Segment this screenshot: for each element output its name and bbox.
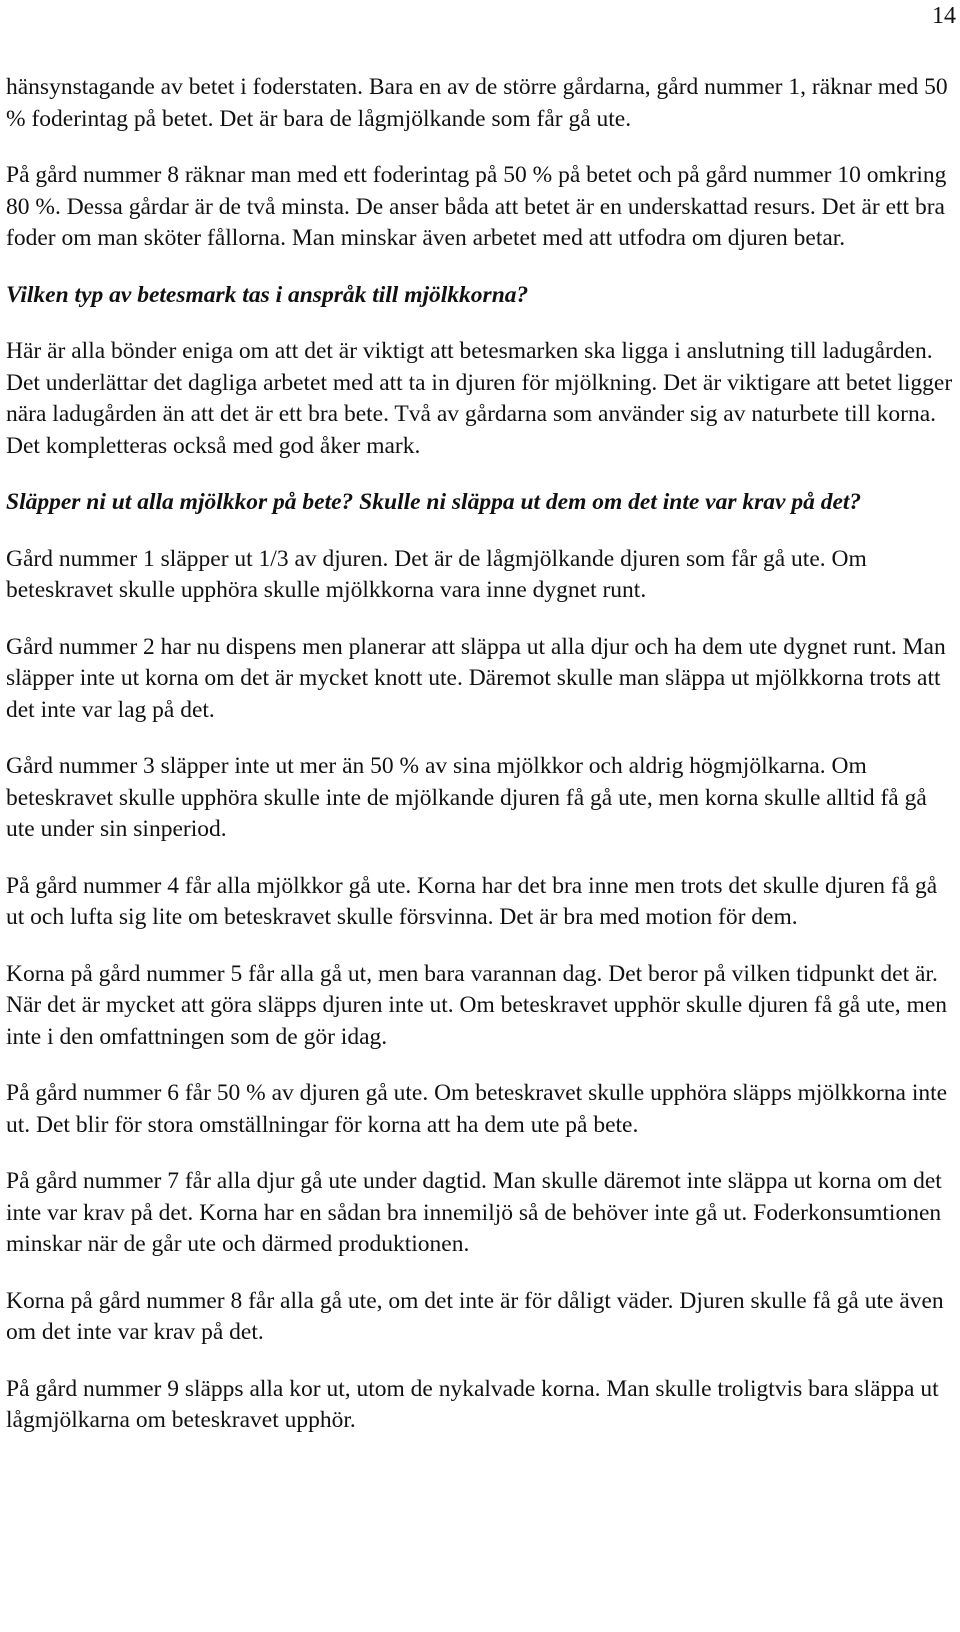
body-paragraph: Gård nummer 1 släpper ut 1/3 av djuren. Det är de lågmjölkande djuren som får gå ute. Om beteskravet skulle upphöra skulle mjölkkorna vara inne dygnet runt. <box>6 545 867 603</box>
body-paragraph: Korna på gård nummer 5 får alla gå ut, men bara varannan dag. Det beror på vilken tidpunkt det är. När det är mycket att göra släpps djuren inte ut. Om beteskravet upphör skulle djuren få gå ute, men inte i den omfattningen som de gör idag. <box>6 960 948 1050</box>
body-paragraph: Gård nummer 2 har nu dispens men planerar att släppa ut alla djur och ha dem ute dygnet runt. Man släpper inte ut korna om det är mycket knott ute. Däremot skulle man släppa ut mjölkkorna trots att det inte var lag på det. <box>6 633 946 723</box>
body-paragraph: Gård nummer 3 släpper inte ut mer än 50 % av sina mjölkkor och aldrig högmjölkarna. Om beteskravet skulle upphöra skulle inte de mjölkande djuren få gå ute, men korna skulle alltid få gå ute under sin sinperiod. <box>6 753 927 842</box>
body-paragraph: På gård nummer 9 släpps alla kor ut, utom de nykalvade korna. Man skulle troligtvis bara släppa ut lågmjölkarna om beteskravet upphör. <box>6 1375 939 1433</box>
body-paragraph: Här är alla bönder eniga om att det är viktigt att betesmarken ska ligga i anslutning till ladugården. Det underlättar det dagliga arbetet med att ta in djuren för mjölkning. Det är viktigare att betet ligger nära ladugården än att det är ett bra bete. Två av gårdarna som använder sig av naturbete till korna. Det kompletteras också med god åker mark. <box>6 338 953 459</box>
body-paragraph: På gård nummer 7 får alla djur gå ute under dagtid. Man skulle däremot inte släppa ut korna om det inte var krav på det. Korna har en sådan bra innemiljö så de behöver inte gå ut. Foderkonsumtionen minskar när de går ute och därmed produktionen. <box>6 1168 942 1257</box>
body-paragraph: hänsynstagande av betet i foderstaten. Bara en av de större gårdarna, gård nummer 1, räknar med 50 % foderintag på betet. Det är bara de lågmjölkande som får gå ute. <box>6 74 948 132</box>
question-heading: Släpper ni ut alla mjölkkor på bete? Skulle ni släppa ut dem om det inte var krav på det? <box>6 489 862 515</box>
body-paragraph: Korna på gård nummer 8 får alla gå ute, om det inte är för dåligt väder. Djuren skulle få gå ute även om det inte var krav på det. <box>6 1287 944 1345</box>
body-paragraph: På gård nummer 4 får alla mjölkkor gå ute. Korna har det bra inne men trots det skulle djuren få gå ut och lufta sig lite om beteskravet skulle försvinna. Det är bra med motion för dem. <box>6 872 938 930</box>
question-heading: Vilken typ av betesmark tas i anspråk till mjölkkorna? <box>6 281 529 308</box>
body-paragraph: På gård nummer 8 räknar man med ett foderintag på 50 % på betet och på gård nummer 10 omkring 80 %. Dessa gårdar är de två minsta. De anser båda att betet är en underskattad resurs. Det är ett bra foder om man sköter fållorna. Man minskar även arbetet med att utfodra om djuren betar. <box>6 162 947 251</box>
page-number: 14 <box>932 3 956 29</box>
body-paragraph: På gård nummer 6 får 50 % av djuren gå ute. Om beteskravet skulle upphöra släpps mjölkkorna inte ut. Det blir för stora omställningar för korna att ha dem ute på bete. <box>6 1080 948 1138</box>
document-body <box>6 72 956 1462</box>
